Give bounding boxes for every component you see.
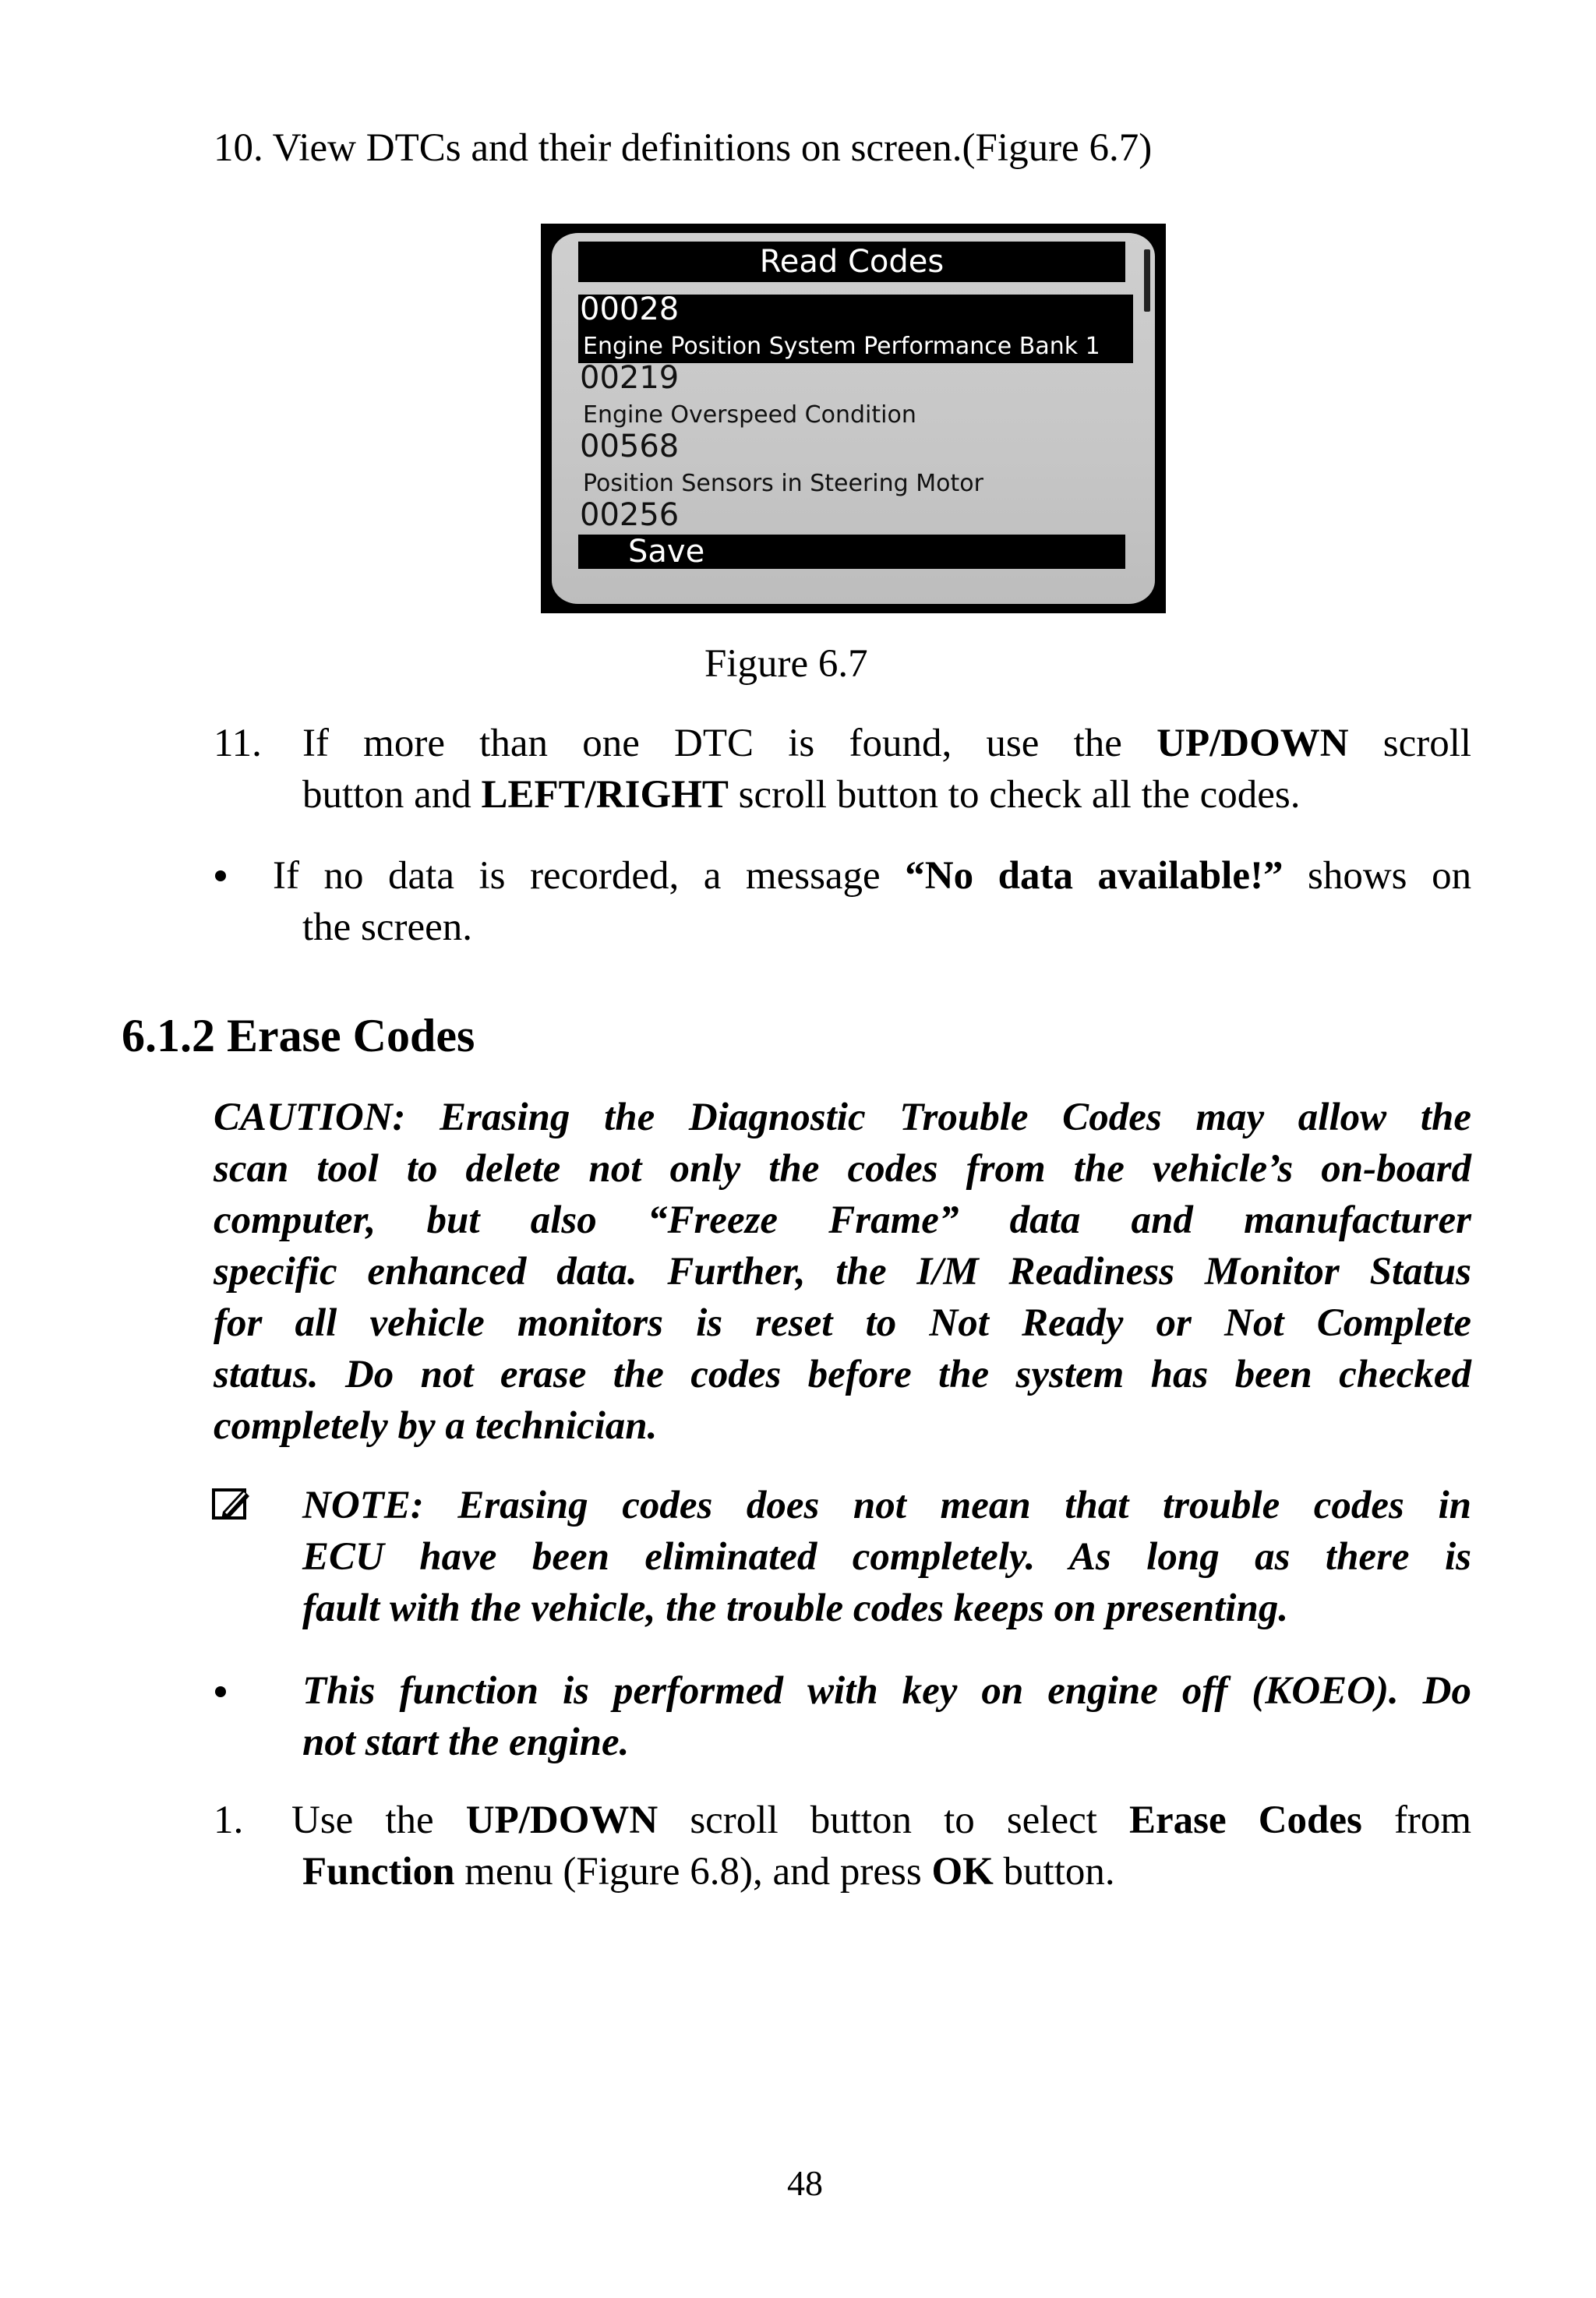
- caution-line: completely by a technician.: [214, 1404, 658, 1448]
- page-number: 48: [787, 2163, 823, 2203]
- no-data-line-2: the screen.: [302, 905, 473, 949]
- caution-line: status. Do not erase the codes before the system has been checked: [214, 1353, 1471, 1396]
- step-11-number: 11.: [214, 722, 262, 765]
- no-data-line-1: If no data is recorded, a message “No data available!” shows on: [273, 854, 1472, 898]
- caution-line: scan tool to delete not only the codes from the vehicle’s on-board: [214, 1147, 1471, 1191]
- screen-title-bar: [578, 242, 1125, 282]
- save-bar: [578, 535, 1125, 569]
- dtc-code: 00219: [580, 360, 680, 396]
- step-10-text: 10. View DTCs and their definitions on screen.(Figure 6.7): [214, 126, 1153, 170]
- save-label: Save: [628, 534, 705, 570]
- step-11-line-1: If more than one DTC is found, use the UP/DOWN scroll: [302, 722, 1472, 765]
- dtc-code: 00568: [580, 429, 680, 464]
- koeo-line: This function is performed with key on engine off (KOEO). Do: [302, 1669, 1471, 1713]
- step-1-number: 1.: [214, 1799, 244, 1842]
- bullet-icon: [215, 870, 226, 881]
- note-line: fault with the vehicle, the trouble codes keeps on presenting.: [302, 1587, 1289, 1630]
- screen-scrollbar: [1144, 249, 1150, 312]
- note-line: NOTE: Erasing codes does not mean that trouble codes in: [302, 1484, 1471, 1527]
- caution-line: computer, but also “Freeze Frame” data and manufacturer: [214, 1198, 1471, 1242]
- step-11-line-2: button and LEFT/RIGHT scroll button to check all the codes.: [302, 773, 1301, 817]
- figure-caption: Figure 6.7: [704, 642, 868, 686]
- note-line: ECU have been eliminated completely. As long as there is: [302, 1535, 1471, 1579]
- dtc-code: 00028: [580, 291, 680, 327]
- dtc-description: Position Sensors in Steering Motor: [583, 470, 983, 497]
- dtc-description: Engine Position System Performance Bank 1: [583, 333, 1100, 360]
- caution-line: CAUTION: Erasing the Diagnostic Trouble Codes may allow the: [214, 1096, 1471, 1139]
- step-1-line-1: Use the UP/DOWN scroll button to select Erase Codes from: [291, 1799, 1472, 1842]
- dtc-code: 00256: [580, 497, 680, 533]
- step-1-line-2: Function menu (Figure 6.8), and press OK button.: [302, 1850, 1115, 1894]
- note-pencil-icon: [212, 1485, 252, 1521]
- caution-line: specific enhanced data. Further, the I/M Readiness Monitor Status: [214, 1250, 1471, 1294]
- koeo-line: not start the engine.: [302, 1721, 630, 1764]
- caution-line: for all vehicle monitors is reset to Not Ready or Not Complete: [214, 1301, 1471, 1345]
- dtc-description: Engine Overspeed Condition: [583, 401, 916, 429]
- bullet-icon: [215, 1686, 226, 1697]
- section-heading: 6.1.2 Erase Codes: [122, 1010, 475, 1061]
- screen-title: Read Codes: [759, 244, 945, 280]
